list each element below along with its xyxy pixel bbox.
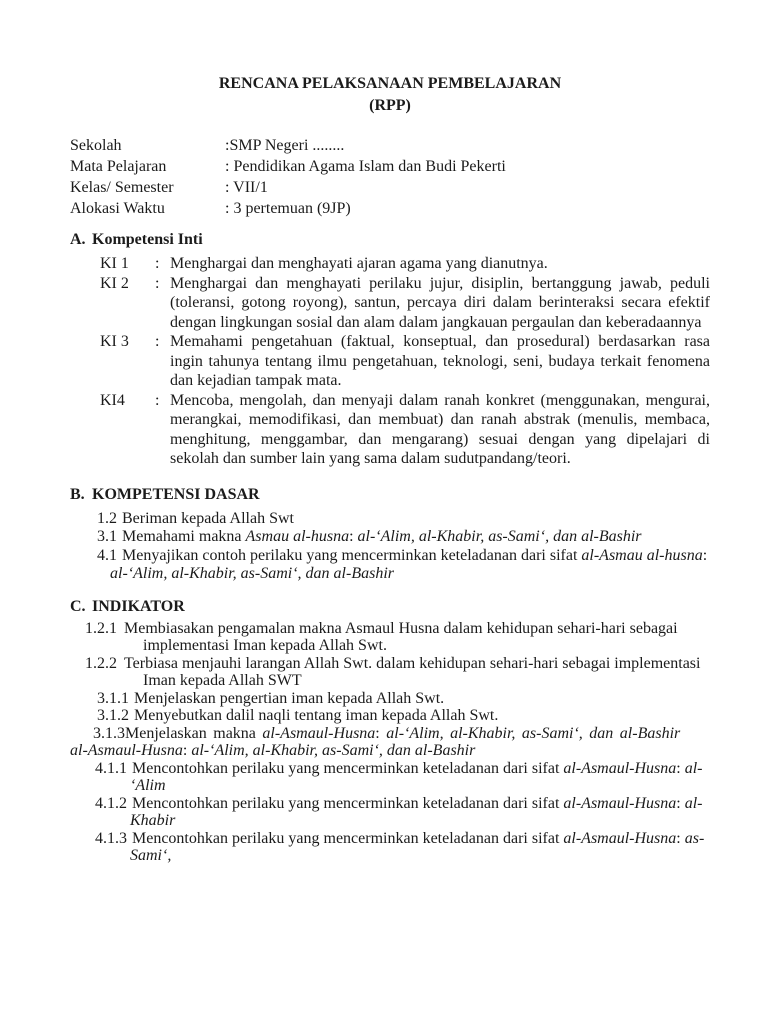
kd-item-colon: : bbox=[702, 546, 708, 564]
doc-subtitle: (RPP) bbox=[369, 97, 411, 114]
indicator-text: Menyebutkan dalil naqli tentang iman kepada Allah Swt. bbox=[134, 707, 499, 724]
section-indikator bbox=[70, 597, 710, 865]
section-a-title: Kompetensi Inti bbox=[92, 231, 203, 248]
kd-item-number: 3.1 bbox=[97, 528, 117, 545]
kd-item-term-list: al-‘Alim, al-Khabir, as-Sami‘, dan al-Bashir bbox=[357, 528, 642, 545]
meta-value: :SMP Negeri ........ bbox=[225, 137, 345, 154]
indicator-term: al-Asmaul-Husna bbox=[70, 742, 183, 759]
kd-item-text: Beriman kepada Allah Swt bbox=[122, 509, 294, 527]
meta-label: Sekolah bbox=[70, 137, 122, 154]
indicator-number: 3.1.3 bbox=[93, 724, 125, 742]
kd-item-colon: : bbox=[349, 528, 358, 545]
meta-block bbox=[70, 135, 710, 219]
ki-list bbox=[70, 254, 710, 469]
indicator-4-1-3-line-2 bbox=[130, 847, 710, 865]
ki-label: KI4 bbox=[100, 391, 125, 409]
ki-colon: : bbox=[155, 274, 160, 292]
ki-text: Memahami pengetahuan (faktual, konseptual, dan prosedural) berdasarkan rasa ingin tahunya tentang ilmu pengetahuan, teknologi, seni, budaya terkait fenomena dan kejadian tampak mata. bbox=[170, 333, 710, 389]
indicator-term-cont: ‘Alim bbox=[130, 777, 166, 794]
meta-value: : VII/1 bbox=[225, 179, 268, 196]
indicator-term-cont: Sami‘, bbox=[130, 847, 172, 864]
indicator-term: al-Asmaul-Husna bbox=[563, 794, 677, 812]
indicator-term-cont: Khabir bbox=[130, 812, 176, 829]
indicator-term: al-Asmaul-Husna bbox=[563, 829, 677, 847]
meta-label: Alokasi Waktu bbox=[70, 200, 165, 217]
kd-item-text: Memahami makna bbox=[122, 528, 246, 545]
indicator-1-2-2-line-1 bbox=[85, 655, 710, 673]
meta-row-kelas-semester bbox=[70, 177, 710, 198]
indicator-term-tail: as- bbox=[684, 829, 705, 847]
indicator-number: 1.2.2 bbox=[85, 654, 117, 672]
meta-row-sekolah bbox=[70, 135, 710, 156]
section-c-title: INDIKATOR bbox=[92, 597, 185, 615]
ki-label: KI 1 bbox=[100, 255, 129, 272]
kd-item-number: 1.2 bbox=[97, 509, 117, 527]
ki-text: Menghargai dan menghayati perilaku jujur, disiplin, bertanggung jawab, peduli (toleransi, gotong royong), santun, percaya diri dalam berinteraksi secara efektif dengan lingkungan sosial dan alam dalam jangkauan pergaulan dan keberadaannya bbox=[170, 274, 710, 331]
section-a-heading bbox=[70, 230, 710, 250]
indicator-number: 3.1.1 bbox=[97, 689, 129, 707]
indicator-4-1-1-line-1 bbox=[95, 760, 710, 778]
title-block bbox=[70, 73, 710, 117]
indicator-colon: : bbox=[375, 724, 387, 742]
indicator-number: 3.1.2 bbox=[97, 707, 129, 724]
indicator-text: Mencontohkan perilaku yang mencerminkan keteladanan dari sifat bbox=[132, 829, 564, 847]
ki-text: Menghargai dan menghayati ajaran agama yang dianutnya. bbox=[170, 255, 548, 272]
indicator-term-tail: al- bbox=[684, 759, 703, 777]
indicator-3-1-3-line-1 bbox=[93, 725, 710, 743]
meta-label: Kelas/ Semester bbox=[70, 179, 174, 196]
indicator-term-tail: al- bbox=[684, 794, 703, 812]
indicator-term-list: al-‘Alim, al-Khabir, as-Sami‘, dan al-Bashir bbox=[386, 724, 681, 742]
ki-colon: : bbox=[155, 255, 160, 272]
section-kompetensi-dasar bbox=[70, 485, 710, 584]
kd-item-number: 4.1 bbox=[97, 546, 117, 564]
indicator-4-1-2-line-2 bbox=[130, 812, 710, 830]
kd-item-1-2 bbox=[97, 510, 710, 529]
indicator-colon: : bbox=[676, 794, 685, 812]
indicator-number: 4.1.2 bbox=[95, 794, 127, 812]
ki-text: Mencoba, mengolah, dan menyaji dalam ranah konkret (menggunakan, mengurai, merangkai, memodifikasi, dan membuat) dan ranah abstrak (menulis, membaca, menghitung, menggambar, dan mengarang) sesuai dengan yang dipelajari di sekolah dan sumber lain yang sama dalam sudutpandang/teori. bbox=[170, 391, 710, 467]
indicator-4-1-2-line-1 bbox=[95, 795, 710, 813]
ki-label: KI 3 bbox=[100, 333, 129, 350]
kd-item-term: Asmau al-husna bbox=[245, 528, 350, 545]
indicator-term: al-Asmaul-Husna bbox=[262, 724, 376, 742]
indicator-colon: : bbox=[182, 742, 192, 759]
indicator-text: Mencontohkan perilaku yang mencerminkan keteladanan dari sifat bbox=[132, 794, 564, 812]
indicator-4-1-3-line-1 bbox=[95, 830, 710, 848]
indicator-colon: : bbox=[676, 829, 685, 847]
indicator-4-1-1-line-2 bbox=[130, 777, 710, 795]
indicator-1-2-1-line-2 bbox=[143, 637, 710, 655]
section-c-letter: C. bbox=[70, 597, 86, 615]
indicator-number: 4.1.1 bbox=[95, 759, 127, 777]
meta-value: : 3 pertemuan (9JP) bbox=[225, 200, 351, 217]
indicator-3-1-1 bbox=[97, 690, 710, 708]
indicator-number: 1.2.1 bbox=[85, 619, 117, 637]
section-c-heading bbox=[70, 597, 710, 617]
kd-item-text: Menyajikan contoh perilaku yang mencerminkan keteladanan dari sifat bbox=[122, 546, 582, 564]
meta-row-alokasi-waktu bbox=[70, 198, 710, 219]
indicator-term-list: al-‘Alim, al-Khabir, as-Sami‘, dan al-Bashir bbox=[191, 742, 476, 759]
indicator-text: implementasi Iman kepada Allah Swt. bbox=[143, 637, 387, 654]
kd-item-4-1-continuation bbox=[110, 565, 710, 584]
indicator-text: Menjelaskan makna bbox=[125, 724, 263, 742]
doc-title: RENCANA PELAKSANAAN PEMBELAJARAN bbox=[218, 75, 562, 92]
section-b-heading bbox=[70, 485, 710, 505]
meta-value: : Pendidikan Agama Islam dan Budi Pekerti bbox=[225, 158, 506, 175]
meta-label: Mata Pelajaran bbox=[70, 158, 167, 175]
indicator-number: 4.1.3 bbox=[95, 829, 127, 847]
ki-item-3 bbox=[70, 332, 710, 391]
ki-item-4 bbox=[70, 391, 710, 469]
indicator-3-1-3-line-2 bbox=[70, 742, 710, 760]
kd-item-term-list: al-‘Alim, al-Khabir, as-Sami‘, dan al-Bashir bbox=[110, 565, 394, 582]
indicator-term: al-Asmaul-Husna bbox=[563, 759, 677, 777]
section-kompetensi-inti bbox=[70, 230, 710, 469]
indicator-1-2-2-line-2 bbox=[143, 672, 710, 690]
ki-colon: : bbox=[155, 333, 160, 350]
indicator-text: Terbiasa menjauhi larangan Allah Swt. dalam kehidupan sehari-hari sebagai implementasi bbox=[124, 654, 701, 672]
kd-list bbox=[70, 510, 710, 584]
section-b-title: KOMPETENSI DASAR bbox=[92, 485, 260, 503]
ki-colon: : bbox=[155, 391, 160, 409]
indicator-text: Menjelaskan pengertian iman kepada Allah Swt. bbox=[134, 689, 445, 707]
kd-item-4-1 bbox=[97, 547, 710, 566]
ki-item-2 bbox=[70, 274, 710, 333]
indicator-list bbox=[70, 620, 710, 865]
section-a-letter: A. bbox=[70, 231, 86, 248]
meta-row-mata-pelajaran bbox=[70, 156, 710, 177]
section-b-letter: B. bbox=[70, 485, 85, 503]
indicator-3-1-2 bbox=[97, 707, 710, 725]
indicator-colon: : bbox=[676, 759, 685, 777]
indicator-text: Mencontohkan perilaku yang mencerminkan keteladanan dari sifat bbox=[132, 759, 564, 777]
ki-item-1 bbox=[70, 254, 710, 274]
kd-item-term: al-Asmau al-husna bbox=[581, 546, 703, 564]
ki-label: KI 2 bbox=[100, 274, 129, 292]
indicator-text: Iman kepada Allah SWT bbox=[143, 672, 302, 689]
indicator-text: Membiasakan pengamalan makna Asmaul Husna dalam kehidupan sehari-hari sebagai bbox=[124, 619, 678, 637]
indicator-1-2-1-line-1 bbox=[85, 620, 710, 638]
kd-item-3-1 bbox=[97, 528, 710, 547]
